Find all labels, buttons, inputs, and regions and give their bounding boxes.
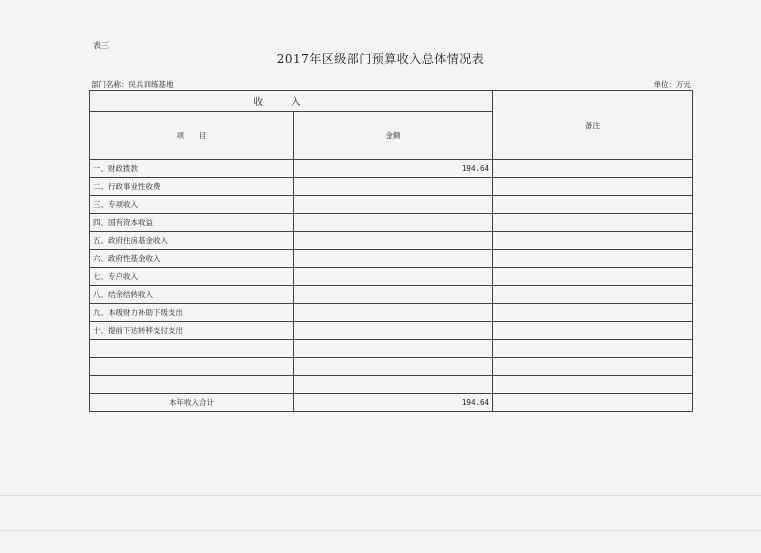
table-row <box>90 358 693 376</box>
item-cell: 二、行政事业性收费 <box>90 178 294 196</box>
amount-cell: 194.64 <box>294 160 493 178</box>
amount-cell <box>294 304 493 322</box>
item-cell: 三、专项收入 <box>90 196 294 214</box>
table-row <box>90 286 693 304</box>
remark-cell <box>493 340 693 358</box>
document-title: 2017年区级部门预算收入总体情况表 <box>276 52 485 66</box>
remark-cell <box>493 376 693 394</box>
remark-cell <box>493 322 693 340</box>
amount-cell <box>294 250 493 268</box>
item-cell <box>90 358 294 376</box>
amount-cell <box>294 214 493 232</box>
item-cell <box>90 376 294 394</box>
total-amount-cell: 194.64 <box>294 394 493 412</box>
remark-cell <box>493 304 693 322</box>
item-column-header: 项 目 <box>90 112 294 160</box>
amount-cell <box>294 358 493 376</box>
item-cell: 十、提前下达转移支付支出 <box>90 322 294 340</box>
amount-cell <box>294 268 493 286</box>
remark-cell <box>493 196 693 214</box>
scan-artifact-line <box>0 530 761 531</box>
revenue-table <box>89 90 693 412</box>
amount-cell <box>294 340 493 358</box>
unit-label: 单位：万元 <box>653 80 691 89</box>
remark-cell <box>493 160 693 178</box>
table-row <box>90 196 693 214</box>
revenue-group-header: 收入 <box>90 91 493 112</box>
remark-cell <box>493 358 693 376</box>
table-row <box>90 160 693 178</box>
table-header-row <box>90 91 693 112</box>
amount-cell <box>294 196 493 214</box>
remark-cell <box>493 268 693 286</box>
remark-header: 备注 <box>493 91 693 160</box>
total-remark-cell <box>493 394 693 412</box>
table-row <box>90 214 693 232</box>
item-cell: 五、政府住房基金收入 <box>90 232 294 250</box>
item-cell: 六、政府性基金收入 <box>90 250 294 268</box>
table-row <box>90 250 693 268</box>
item-cell <box>90 340 294 358</box>
item-cell: 七、专户收入 <box>90 268 294 286</box>
table-row <box>90 340 693 358</box>
item-cell: 九、本级财力补助下级支出 <box>90 304 294 322</box>
remark-cell <box>493 232 693 250</box>
remark-cell <box>493 214 693 232</box>
table-row <box>90 268 693 286</box>
table-row <box>90 376 693 394</box>
scan-artifact-line <box>0 495 761 496</box>
total-label-cell: 本年收入合计 <box>90 394 294 412</box>
table-number: 表三 <box>93 41 109 50</box>
amount-cell <box>294 322 493 340</box>
item-cell: 四、国有资本收益 <box>90 214 294 232</box>
item-cell: 一、财政拨款 <box>90 160 294 178</box>
table-row <box>90 178 693 196</box>
item-cell: 八、结余结转收入 <box>90 286 294 304</box>
amount-cell <box>294 232 493 250</box>
remark-cell <box>493 286 693 304</box>
amount-cell <box>294 178 493 196</box>
amount-cell <box>294 286 493 304</box>
remark-cell <box>493 178 693 196</box>
table-row <box>90 304 693 322</box>
table-row <box>90 232 693 250</box>
remark-cell <box>493 250 693 268</box>
total-row <box>90 394 693 412</box>
table-row <box>90 322 693 340</box>
department-label: 部门名称：民兵训练基地 <box>91 80 174 89</box>
amount-cell <box>294 376 493 394</box>
amount-column-header: 金额 <box>294 112 493 160</box>
